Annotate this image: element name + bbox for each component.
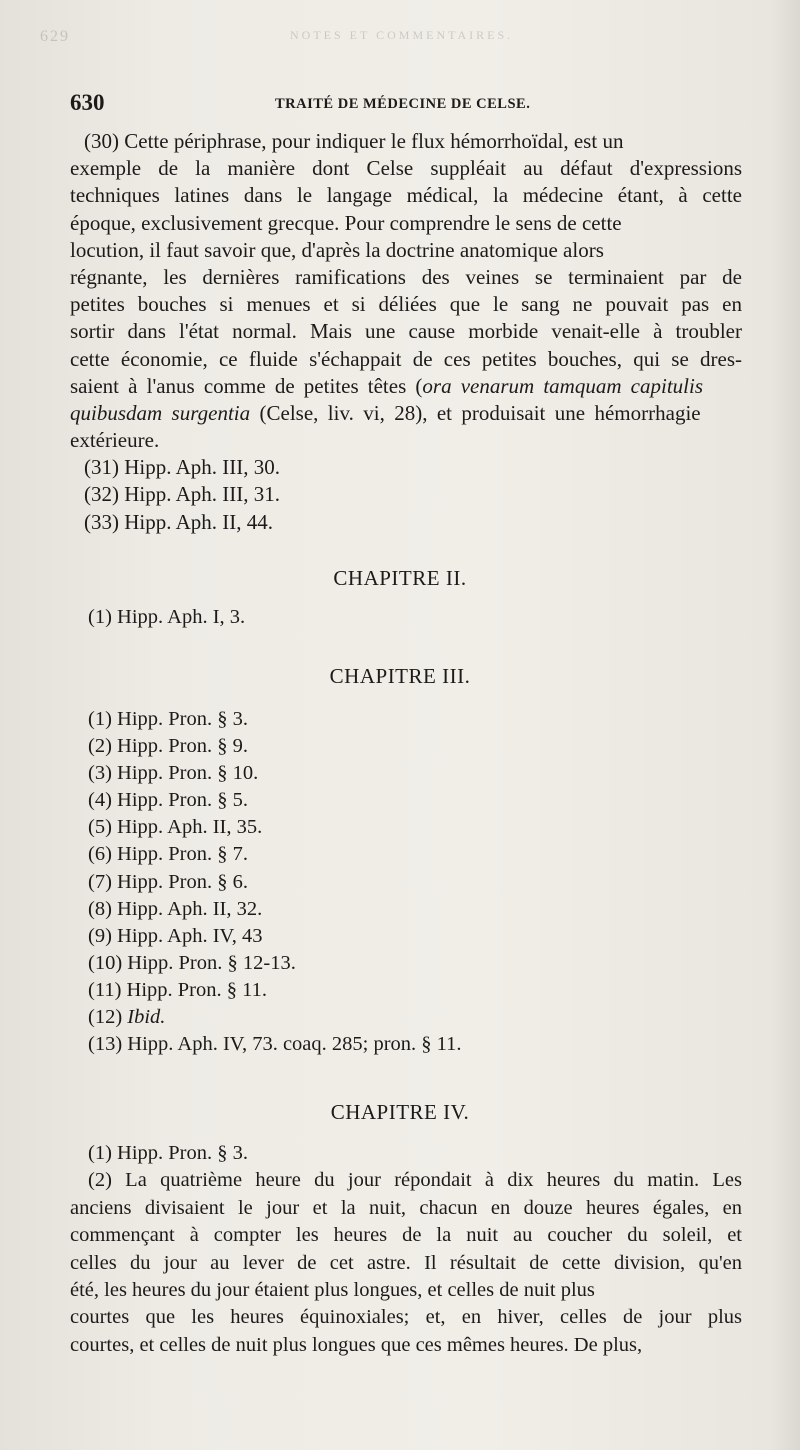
chapter-4-heading: CHAPITRE IV. [330, 1100, 470, 1124]
chapter-2-heading: CHAPITRE II. [333, 566, 467, 590]
note-33: (33) Hipp. Aph. II, 44. [84, 509, 273, 534]
note-line: (7) Hipp. Pron. § 6. [88, 870, 249, 893]
text-line: courtes que les heures équinoxiales; et, en hiver, celles de jour plus [70, 1306, 742, 1329]
note-line: (13) Hipp. Aph. IV, 73. coaq. 285; pron. § 11. [88, 1033, 462, 1056]
text-line: régnante, les dernières ramifications des veines se terminaient par de [70, 264, 742, 289]
note-line: (3) Hipp. Pron. § 10. [88, 762, 259, 785]
text-line: celles du jour au lever de cet astre. Il résultait de cette division, qu'en [70, 1251, 742, 1274]
running-title: TRAITÉ DE MÉDECINE DE CELSE. [275, 96, 531, 112]
note-line: (2) Hipp. Pron. § 9. [88, 735, 249, 758]
text-line: quibusdam surgentia (Celse, liv. vi, 28), et produisait une hémorrhagie [70, 400, 701, 425]
latin-quote-cont: quibusdam surgentia [70, 400, 251, 425]
note-line: (12) Ibid. [88, 1006, 166, 1029]
note-line: (1) Hipp. Aph. I, 3. [88, 606, 246, 628]
latin-quote: ora venarum tamquam capitulis [422, 373, 703, 398]
text-line: (2) La quatrième heure du jour répondait à dix heures du matin. Les [88, 1169, 742, 1192]
note-line: (1) Hipp. Pron. § 3. [88, 1142, 249, 1164]
page-number: 630 [70, 90, 105, 115]
text-line: petites bouches si menues et si déliées que le sang ne pouvait pas en [70, 292, 742, 317]
text-line: sortir dans l'état normal. Mais une cause morbide venait-elle à troubler [70, 319, 742, 344]
text-line: extérieure. [70, 428, 160, 453]
note-32: (32) Hipp. Aph. III, 31. [84, 482, 280, 507]
text-line: exemple de la manière dont Celse suppléait au défaut d'expressions [70, 156, 742, 181]
chapter-2-notes [88, 606, 738, 633]
text-line: époque, exclusivement grecque. Pour comprendre le sens de cette [70, 210, 622, 235]
note-line: (1) Hipp. Pron. § 3. [88, 708, 249, 730]
note-line: (5) Hipp. Aph. II, 35. [88, 816, 263, 839]
ibid: Ibid. [127, 1006, 166, 1029]
bleed-title: NOTES ET COMMENTAIRES. [290, 28, 514, 42]
text-line: cette économie, ce fluide s'échappait de ces petites bouches, qui se dres- [70, 346, 742, 371]
note-line: (8) Hipp. Aph. II, 32. [88, 897, 263, 920]
page-edge-shadow [770, 0, 800, 1450]
text-line: courtes, et celles de nuit plus longues que ces mêmes heures. De plus, [70, 1333, 643, 1356]
running-head [70, 90, 750, 120]
text-line: locution, il faut savoir que, d'après la doctrine anatomique alors [70, 237, 604, 262]
text-line: commençant à compter les heures de la nuit au coucher du soleil, et [70, 1224, 742, 1247]
chapter-4-notes [70, 1140, 742, 1359]
note-line: (6) Hipp. Pron. § 7. [88, 843, 249, 866]
chapter-3-heading: CHAPITRE III. [329, 664, 471, 688]
text-line: (30) Cette périphrase, pour indiquer le flux hémorrhoïdal, est un [84, 129, 624, 153]
note-line: (11) Hipp. Pron. § 11. [88, 978, 267, 1001]
text-line: anciens divisaient le jour et la nuit, chacun en douze heures égales, en [70, 1196, 742, 1219]
text-line: été, les heures du jour étaient plus longues, et celles de nuit plus [70, 1278, 595, 1301]
text-line: saient à l'anus comme de petites têtes (ora venarum tamquam capitulis [70, 373, 703, 398]
note-line: (9) Hipp. Aph. IV, 43 [88, 924, 263, 947]
note-line: (10) Hipp. Pron. § 12-13. [88, 951, 296, 974]
note-30-block [70, 128, 742, 536]
note-number: (30) [84, 129, 119, 153]
bleed-page-number: 629 [40, 28, 70, 45]
note-line: (4) Hipp. Pron. § 5. [88, 789, 249, 812]
note-31: (31) Hipp. Aph. III, 30. [84, 455, 280, 480]
chapter-3-notes [88, 706, 738, 1058]
text-line: techniques latines dans le langage médical, la médecine étant, à cette [70, 183, 742, 208]
